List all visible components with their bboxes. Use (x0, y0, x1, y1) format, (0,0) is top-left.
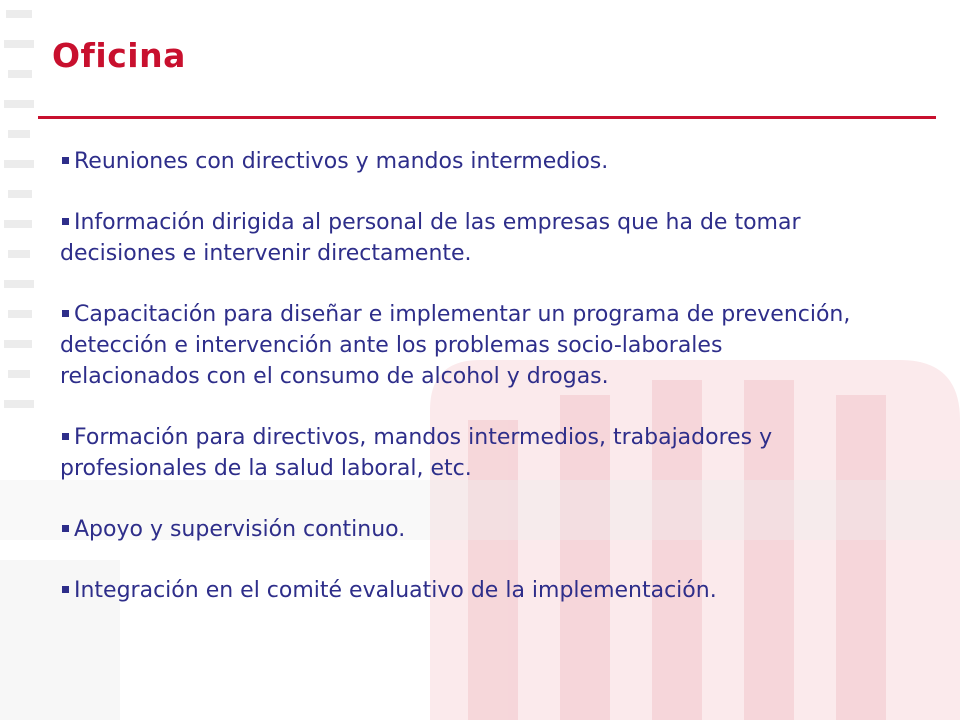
title-divider (38, 116, 936, 119)
bullet-item: Formación para directivos, mandos intermedios, trabajadores y profesionales de la salud laboral, etc. (60, 422, 860, 484)
bullet-item: Información dirigida al personal de las empresas que ha de tomar decisiones e intervenir directamente. (60, 207, 860, 269)
bullet-item: Capacitación para diseñar e implementar un programa de prevención, detección e intervención ante los problemas socio-laborales relacionados con el consumo de alcohol y drogas. (60, 299, 860, 392)
bullet-item: Integración en el comité evaluativo de la implementación. (60, 575, 860, 606)
bullet-item: Reuniones con directivos y mandos intermedios. (60, 146, 860, 177)
slide-title: Oficina (52, 36, 186, 75)
bullet-list (60, 146, 860, 636)
bullet-item: Apoyo y supervisión continuo. (60, 514, 860, 545)
